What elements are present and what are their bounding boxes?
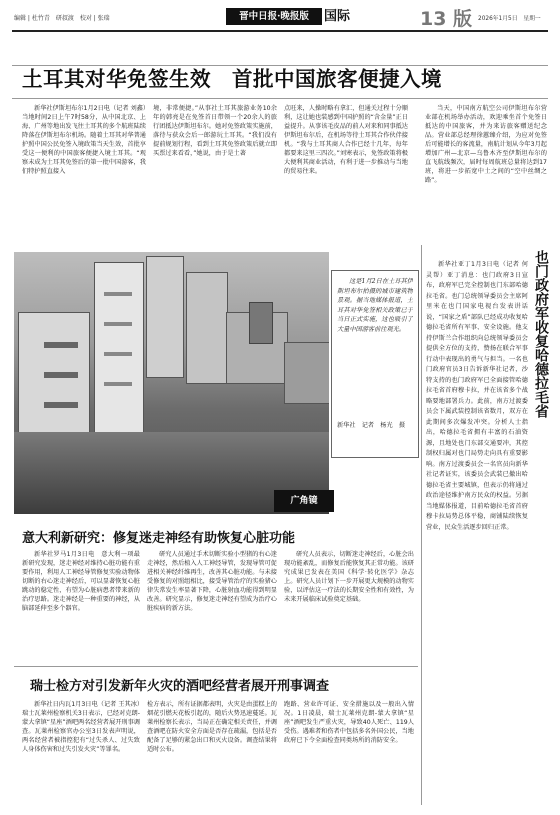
headline-rule-bottom xyxy=(12,98,548,99)
side-headline: 也门政府军收复哈德拉毛省 xyxy=(533,250,549,418)
header-rule xyxy=(12,30,548,32)
lead-col-2: 境，非常便捷。”从事社土耳其旅游业务10余年的韩亮是在免签首日带领一个20余人的旅行团抵达伊斯坦布尔。她对免签政策实施前，落待与获众会后一郎游玩土耳其。“我们没有提前规划行程，看到土耳其免签政策后就立即买票过来看看，”她说，由于是土著 xyxy=(153,105,277,157)
header-left-meta: 编辑 | 杜竹青 研叔渡 校对 | 张瑞 xyxy=(14,15,110,22)
mid-col-1: 新华社罗马1月3日电 意大利一项最新研究发现，迷走神经对维持心脏功能有重要作用，利用人工神经导管修复实验动物体切断的右心迷走神经后，可以显著恢复心脏跳动的稳定性，有望为心脏病患者带来新的治疗思路。迷走神经是一种重要的神经，从脑部延伸至多个器官。 xyxy=(22,551,140,612)
mid-col-2: 研究人员通过手术切断实验小型猪的右心迷走神经，然后植入人工神经导管，发现导管可促进相关神经纤维再生，改善其心脏功能。与未接受修复的对照组相比，接受导管治疗的实验猪心律失常发生率显著下降，心脏射血功能得到明显改善。研究显示，修复迷走神经有望成为治疗心脏疾病的新方法。 xyxy=(147,551,277,612)
section-label: 国际 xyxy=(324,9,351,24)
mid-bottom-rule xyxy=(14,666,418,667)
lead-col-4: 当天，中国南方航空公司伊斯坦布尔营业部在机场举办活动，欢迎乘坐首个免签日抵达的中国旅客，并为来访旅客赠送纪念品。营业部总经理徐蕙臻介绍，为应对免签后可能增长的客流量，南航计划从今年3月起增加广州—北京—乌鲁木齐至伊斯坦布尔的直飞航线频次，届时每周航班总量将达到17班，将进一步拓宽中土之间的“空中丝绸之路”。 xyxy=(425,105,547,184)
bottom-col-3: 跑路、营业许可证、安全措施以及一般出入情况。1日凌晨，瑞士瓦莱州克朗-蒙大拿镇“星座”酒吧发生严重火灾，导致40人死亡、119人受伤。遇难者和伤者中包括多名外国公民，当地政府已下令全面检查同类场所的消防安全。 xyxy=(284,701,414,744)
mid-col-3: 研究人员表示，切断迷走神经后，心脏会出现功能紊乱，而修复后能恢复其正常功能。该研究成果已发表在美国《科学·转化医学》杂志上。研究人员计划下一步开展更大规模的动物实验，以评估这一疗法的长期安全性和有效性，为未来开展临床试验奠定基础。 xyxy=(284,551,414,603)
lead-headline: 土耳其对华免签生效 首批中国旅客便捷入境 xyxy=(22,67,442,91)
bottom-headline: 瑞士检方对引发新年火灾的酒吧经营者展开刑事调查 xyxy=(30,679,330,694)
issue-date: 2026年1月5日 星期一 xyxy=(478,16,541,22)
bottom-col-2: 检方表示，所有证据都表明，火灾是由蛋糕上的烟花引燃天花板引起的，随后火势迅速蔓延。瓦莱州检察长表示，当局正在确定相关责任，并调查酒吧在防火安全方面是否存在疏漏，包括是否配备了足够的紧急出口和灭火设备。调查结果将适时公布。 xyxy=(147,701,277,753)
lead-col-3: 点旺来，人操时略有拿汇，但通关过程十分顺利，这让她也装感到中国护照的“含金量”正日益提升。从事该毛皮品的前人对来和同事抵达伊斯坦布尔后，在机场等待土耳其合作伙伴接机。“我与土耳其商人合作已经十几年，每年都要来这里三四次。”刘寒表示，免签政策将极大便利其商业活动，有利于进一步推动与当地的贸易往来。 xyxy=(284,105,408,175)
masthead: 晋中日报·晚报版 xyxy=(226,8,322,25)
city-photo xyxy=(14,252,329,514)
side-divider xyxy=(421,245,422,805)
lead-col-1: 新华社伊斯坦布尔1月2日电（记者 刘鑫）当地时间2日上午7时58分，从中国北京、上海、广州等地出发飞往土耳其的多个航班陆续降落在伊斯坦布尔机场。随着土耳其对华普通护照中国公民免签入境政策当天生效，首批享受这一便利的中国旅客便捷入境土耳其。“观察未成为土耳其免签后的第一批中国游客，我们特护照直接入 xyxy=(22,105,146,175)
photo-caption-box xyxy=(331,270,419,458)
side-col: 新华社亚丁1月3日电（记者 何灵帮）亚丁消息：也门政府3日宣布，政府军已完全控制也门东部哈德拉毛省。也门总统领导委员会主席阿里米在也门国家电视台发表讲话说，“国家之盾”部队已经成功收复哈德拉毛省所有军事、安全设施。他支持伊斯兰合作组织向总统领导委员会提供全方位的支持，赞扬在联合军事行动中表现出的勇气与担当。一名也门政府官员3日告诉新华社记者，沙特支持的也门政府军已全面接管哈德拉毛省首府穆卡拉，并在该省多个战略要地部署兵力。此前，南方过渡委员会下属武装控制该省数月，双方在此期间多次爆发冲突。分析人士指出，哈德拉毛省拥有丰富的石油资源，且地处也门东部交通要冲，其控制权归属对也门局势走向具有重要影响。南方过渡委员会一名官员向新华社记者证实，该委员会武装已撤出哈德拉毛省主要城镇，但表示仍将通过政治途径维护南方民众的权益。另据当地媒体报道，目前哈德拉毛省首府穆卡拉局势总体平稳，商铺陆续恢复营业，民众生活逐步回归正常。 xyxy=(426,261,528,531)
section-tag-label: 广角镜 xyxy=(290,496,318,506)
mid-headline: 意大利新研究：修复迷走神经有助恢复心脏功能 xyxy=(22,531,296,546)
bottom-col-1: 新华社日内瓦1月3日电（记者 王其冰）瑞士瓦莱州检察机关3日表示，已经对克朗-蒙大拿镇“星座”酒吧两名经营者展开刑事调查。瓦莱州检察官办公室3日发表声明说，两名经营者被指控犯有“过失杀人、过失致人身体伤害和过失引发火灾”等罪名。 xyxy=(22,701,140,753)
page-number: 13 版 xyxy=(420,8,473,30)
photo-credit: 新华社 记者 杨光 摄 xyxy=(337,422,406,429)
section-tag xyxy=(274,490,334,512)
photo-caption: 这是1月2日在土耳其伊斯坦布尔拍摄的城市建筑物景观。据当地媒体报道，土耳其对华免签相关政策已于当日正式实施，这也吸引了大量中国游客前往观光。 xyxy=(337,278,413,333)
